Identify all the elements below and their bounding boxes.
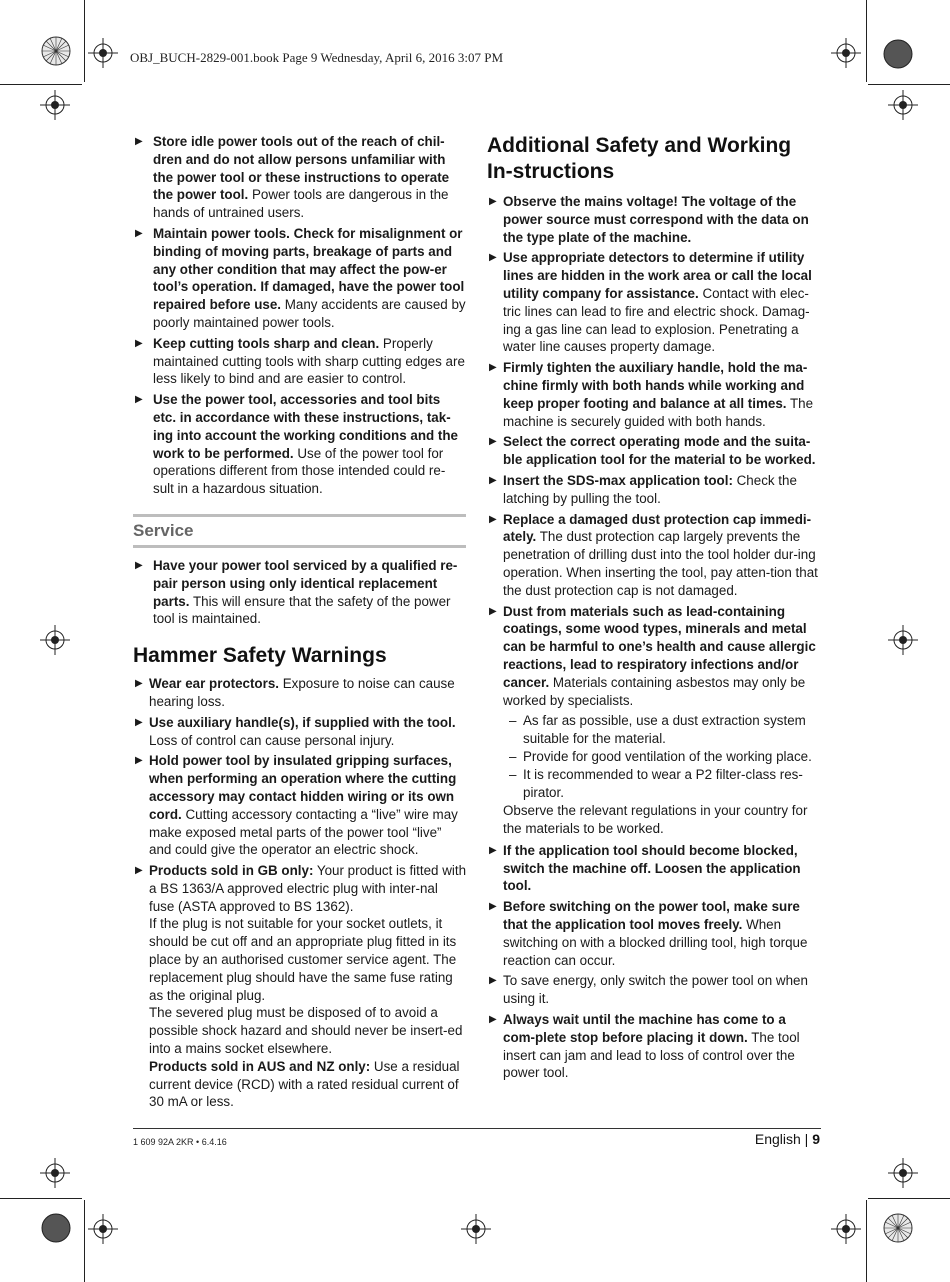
crop-line: [866, 0, 867, 82]
crop-line: [84, 1200, 85, 1282]
list-item: ▶ Wear ear protectors. Exposure to noise can cause hearing loss.: [135, 676, 455, 709]
crosshair-icon: [461, 1214, 491, 1244]
crosshair-icon: [88, 1214, 118, 1244]
registration-mark-icon: [40, 1212, 72, 1244]
dash-item: – It is recommended to wear a P2 filter-class res-pirator.: [509, 766, 803, 800]
triangle-bullet-icon: ▶: [489, 474, 497, 486]
list-item: ▶ Store idle power tools out of the reach of chil-dren and do not allow persons unfamiliar with the power tool or these instructions to operate the power tool. Power tools are dangerous in the hands of untrained users.: [135, 134, 450, 221]
crop-line: [868, 1198, 950, 1199]
triangle-bullet-icon: ▶: [135, 755, 143, 767]
dust-note: Observe the relevant regulations in your country for the materials to be worked.: [503, 803, 808, 837]
list-item: ▶ Use appropriate detectors to determine if utility lines are hidden in the work area or call the local utility company for assistance. Contact with elec-tric lines can lead to fire and electric shock. Damag-ing a gas line can lead to explosion. Penetrating a water line causes property damage.: [489, 250, 812, 355]
list-item: ▶ Select the correct operating mode and the suita-ble application tool for the material to be worked.: [489, 434, 816, 468]
list-item: ▶ If the application tool should become blocked, switch the machine off. Loosen the application tool.: [489, 842, 801, 894]
list-item: ▶ Before switching on the power tool, make sure that the application tool moves freely. When switching on with a blocked drilling tool, high torque reaction can occur.: [489, 899, 808, 968]
page-number: 9: [812, 1131, 820, 1147]
triangle-bullet-icon: ▶: [489, 362, 497, 374]
footer-rule: [133, 1128, 821, 1129]
list-item: ▶ Keep cutting tools sharp and clean. Properly maintained cutting tools with sharp cutting edges are less likely to bind and are easier to control.: [135, 335, 465, 387]
registration-mark-icon: [882, 1212, 914, 1244]
list-item: ▶ To save energy, only switch the power tool on when using it.: [489, 973, 808, 1007]
triangle-bullet-icon: ▶: [489, 605, 497, 617]
crosshair-icon: [40, 1158, 70, 1188]
document-code: 1 609 92A 2KR • 6.4.16: [133, 1137, 227, 1147]
crosshair-icon: [40, 90, 70, 120]
triangle-bullet-icon: ▶: [489, 513, 497, 525]
list-item: ▶ Always wait until the machine has come to a com-plete stop before placing it down. The tool insert can jam and lead to loss of control over the power tool.: [489, 1012, 800, 1081]
list-item: ▶ Observe the mains voltage! The voltage of the power source must correspond with the data on the type plate of the machine.: [489, 194, 809, 245]
dust-measures-list: [487, 712, 820, 801]
triangle-bullet-icon: ▶: [135, 716, 143, 728]
triangle-bullet-icon: ▶: [135, 136, 143, 147]
registration-mark-icon: [882, 38, 914, 70]
triangle-bullet-icon: ▶: [135, 559, 143, 571]
triangle-bullet-icon: ▶: [489, 436, 497, 448]
crosshair-icon: [888, 1158, 918, 1188]
list-item: ▶ Replace a damaged dust protection cap immedi-ately. The dust protection cap largely prevents the penetration of drilling dust into the tool holder dur-ing operation. When inserting the tool, pay atten-tion that the dust protection cap is not damaged.: [489, 511, 818, 598]
crosshair-icon: [888, 90, 918, 120]
triangle-bullet-icon: ▶: [135, 337, 143, 349]
triangle-bullet-icon: ▶: [489, 901, 497, 913]
page-footer: [755, 1131, 820, 1147]
list-item: ▶ Firmly tighten the auxiliary handle, hold the ma-chine firmly with both hands while working and keep proper footing and balance at all times. The machine is securely guided with both hands.: [489, 360, 814, 429]
language-label: English: [754, 1131, 801, 1147]
list-item: ▶ Dust from materials such as lead-containing coatings, some wood types, minerals and metal can be harmful to one’s health and cause allergic reactions, lead to respiratory infections and/or cancer. Materials containing asbestos may only be worked by specialists.: [489, 603, 816, 708]
triangle-bullet-icon: ▶: [135, 394, 143, 406]
triangle-bullet-icon: ▶: [489, 844, 497, 856]
crop-line: [866, 1200, 867, 1282]
registration-mark-icon: [40, 35, 72, 67]
list-item-gb: ▶ Products sold in GB only: Your product is fitted with a BS 1363/A approved electric plug with inter-nal fuse (ASTA approved to BS 1362). If the plug is not suitable for your socket outlets, it should be cut off and an appropriate plug fitted in its place by an authorised customer service agent. The replacement plug should have the same fuse rating as the original plug. The severed plug must be disposed of to avoid a possible shock hazard and should never be insert-ed into a mains socket elsewhere. Products sold in AUS and NZ only: Use a residual current device (RCD) with a rated residual current of 30 mA or less.: [135, 863, 467, 1110]
crop-line: [84, 0, 85, 82]
list-item: ▶ Maintain power tools. Check for misalignment or binding of moving parts, breakage of parts and any other condition that may affect the pow-er tool’s operation. If damaged, have the power tool repaired before use. Many accidents are caused by poorly maintained power tools.: [135, 225, 466, 330]
triangle-bullet-icon: ▶: [135, 678, 143, 690]
triangle-bullet-icon: ▶: [489, 252, 497, 264]
print-slug: OBJ_BUCH-2829-001.book Page 9 Wednesday, April 6, 2016 3:07 PM: [130, 50, 504, 65]
dash-item: – As far as possible, use a dust extraction system suitable for the material.: [509, 713, 806, 747]
crosshair-icon: [40, 625, 70, 655]
list-item: ▶ Have your power tool serviced by a qualified re-pair person using only identical replacement parts. This will ensure that the safety of the power tool is maintained.: [135, 557, 458, 627]
crosshair-icon: [831, 1214, 861, 1244]
triangle-bullet-icon: ▶: [489, 975, 497, 987]
left-column: [133, 133, 466, 1114]
dash-item: – Provide for good ventilation of the working place.: [509, 748, 812, 764]
crosshair-icon: [888, 625, 918, 655]
crosshair-icon: [88, 38, 118, 68]
crop-line: [0, 84, 82, 85]
crosshair-icon: [831, 38, 861, 68]
section-heading-service: Service: [133, 514, 466, 548]
list-item: ▶ Use the power tool, accessories and tool bits etc. in accordance with these instructions, tak-ing into account the working conditions and the work to be performed. Use of the power tool for operations different from those intended could re-sult in a hazardous situation.: [135, 392, 459, 497]
crop-line: [0, 1198, 82, 1199]
right-column: [487, 133, 820, 1085]
heading-hammer-safety: Hammer Safety Warnings: [133, 644, 387, 668]
list-item: ▶ Hold power tool by insulated gripping surfaces, when performing an operation where the cutting accessory may contact hidden wiring or its own cord. Cutting accessory contacting a “live” wire may make exposed metal parts of the power tool “live” and could give the operator an electric shock.: [135, 753, 458, 858]
triangle-bullet-icon: ▶: [135, 865, 143, 877]
heading-additional-safety: Additional Safety and Working In-structions: [487, 134, 792, 183]
crop-line: [868, 84, 950, 85]
footer-separator: |: [804, 1131, 809, 1147]
triangle-bullet-icon: ▶: [489, 196, 497, 207]
triangle-bullet-icon: ▶: [135, 227, 143, 239]
list-item: ▶ Use auxiliary handle(s), if supplied with the tool. Loss of control can cause personal injury.: [135, 714, 456, 748]
triangle-bullet-icon: ▶: [489, 1014, 497, 1026]
list-item: ▶ Insert the SDS-max application tool: Check the latching by pulling the tool.: [489, 472, 797, 506]
